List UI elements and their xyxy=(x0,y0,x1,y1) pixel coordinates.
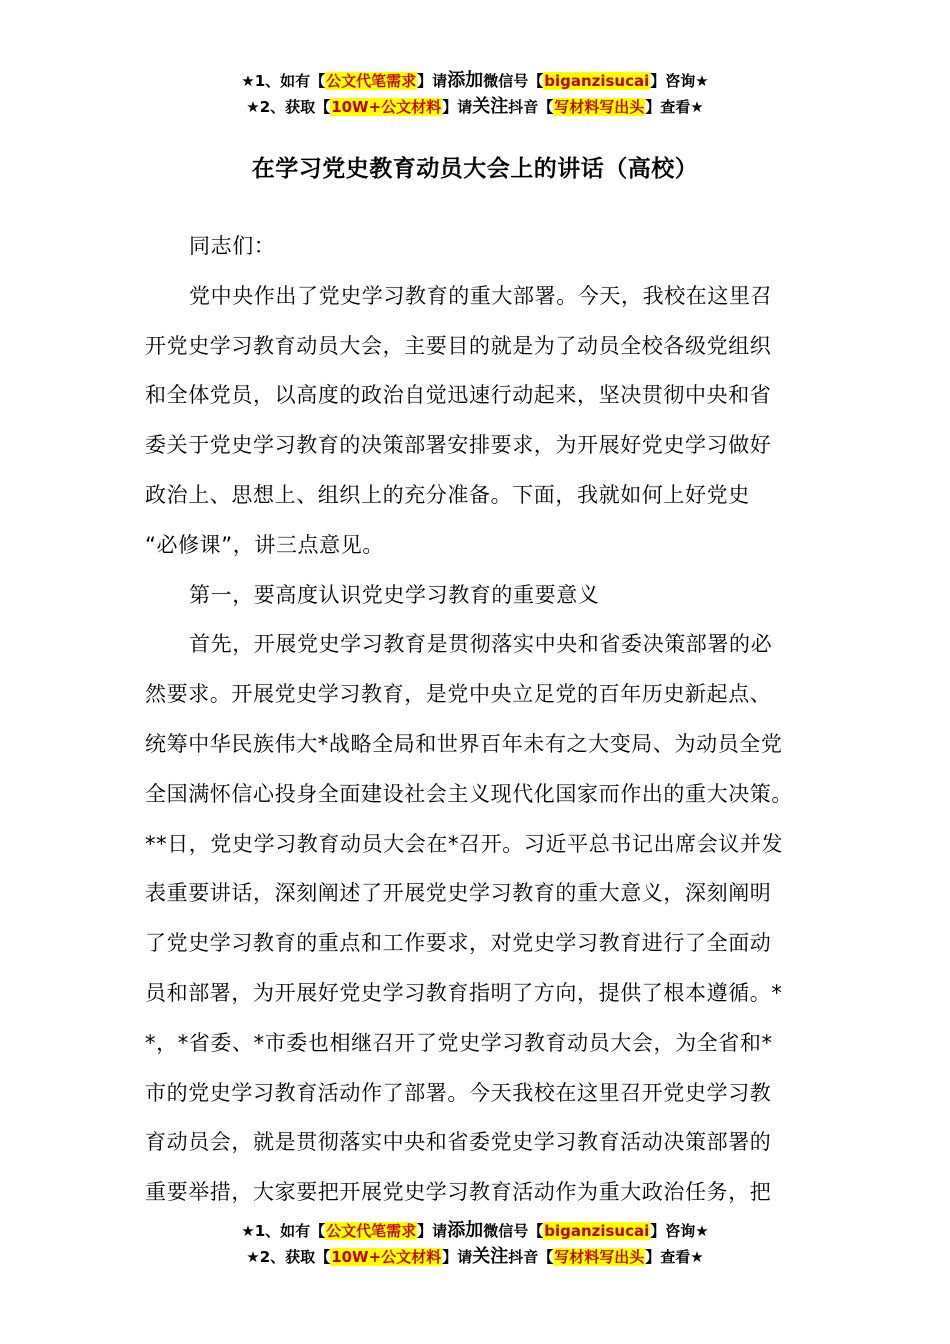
body-line: 表重要讲话，深刻阐述了开展党史学习教育的重大意义，深刻阐明 xyxy=(145,881,772,906)
body-line: 然要求。开展党史学习教育，是党中央立足党的百年历史新起点、 xyxy=(145,682,772,707)
body-line: 员和部署，为开展好党史学习教育指明了方向，提供了根本遵循。* xyxy=(145,980,783,1005)
promo-text: ★1、如有【 xyxy=(241,72,326,90)
promo-text: 】请 xyxy=(417,1222,448,1240)
promo-text: 】请 xyxy=(417,72,448,90)
promo-wechat-id: biganzisucai xyxy=(544,1222,650,1240)
promo-line-2 xyxy=(0,94,950,120)
document-title: 在学习党史教育动员大会上的讲话（高校） xyxy=(251,156,699,182)
promo-text: 抖音【 xyxy=(508,98,554,116)
body-line: 委关于党史学习教育的决策部署安排要求，为开展好党史学习做好 xyxy=(145,433,772,458)
body-line: 了党史学习教育的重点和工作要求，对党史学习教育进行了全面动 xyxy=(145,931,772,956)
section-heading: 第一，要高度认识党史学习教育的重要意义 xyxy=(189,582,600,607)
promo-text: 抖音【 xyxy=(508,1248,554,1266)
promo-text: 微信号【 xyxy=(483,72,544,90)
promo-wechat-id: biganzisucai xyxy=(544,72,650,90)
body-line: 市的党史学习教育活动作了部署。今天我校在这里召开党史学习教 xyxy=(145,1080,772,1105)
promo-text: 】查看★ xyxy=(645,98,704,116)
document-body xyxy=(145,222,810,1218)
header-promo-banner xyxy=(0,68,950,120)
promo-text: 添加 xyxy=(447,70,484,91)
promo-text: 】请 xyxy=(442,98,473,116)
promo-text: 添加 xyxy=(447,1220,484,1241)
body-line: “必修课”，讲三点意见。 xyxy=(145,532,384,557)
body-line: 统筹中华民族伟大*战略全局和世界百年未有之大变局、为动员全党 xyxy=(145,731,783,756)
body-line: **日，党史学习教育动员大会在*召开。习近平总书记出席会议并发 xyxy=(145,831,784,856)
promo-line-1 xyxy=(0,68,950,94)
body-line: *，*省委、*市委也相继召开了党史学习教育动员大会，为全省和* xyxy=(145,1030,773,1055)
body-line: 全国满怀信心投身全面建设社会主义现代化国家而作出的重大决策。 xyxy=(145,781,793,806)
promo-douyin-id: 写材料写出头 xyxy=(554,98,645,116)
promo-highlight: 10W+公文材料 xyxy=(331,98,442,116)
salutation: 同志们： xyxy=(189,234,276,258)
promo-text: ★1、如有【 xyxy=(241,1222,326,1240)
promo-text: 关注 xyxy=(472,1246,509,1267)
promo-highlight: 公文代笔需求 xyxy=(326,72,417,90)
promo-douyin-id: 写材料写出头 xyxy=(554,1248,645,1266)
promo-highlight: 10W+公文材料 xyxy=(331,1248,442,1266)
body-line: 重要举措，大家要把开展党史学习教育活动作为重大政治任务，把 xyxy=(145,1180,772,1205)
promo-line-2 xyxy=(0,1244,950,1270)
promo-text: 】查看★ xyxy=(645,1248,704,1266)
body-line: 党中央作出了党史学习教育的重大部署。今天，我校在这里召 xyxy=(189,283,773,308)
promo-text: 】咨询★ xyxy=(650,72,709,90)
body-line: 育动员会，就是贯彻落实中央和省委党史学习教育活动决策部署的 xyxy=(145,1130,772,1155)
body-line: 首先，开展党史学习教育是贯彻落实中央和省委决策部署的必 xyxy=(189,632,773,657)
footer-promo-banner xyxy=(0,1218,950,1270)
promo-text: 】请 xyxy=(442,1248,473,1266)
promo-text: ★2、获取【 xyxy=(246,98,331,116)
body-line: 开党史学习教育动员大会，主要目的就是为了动员全校各级党组织 xyxy=(145,333,772,358)
promo-text: ★2、获取【 xyxy=(246,1248,331,1266)
promo-line-1 xyxy=(0,1218,950,1244)
body-line: 和全体党员，以高度的政治自觉迅速行动起来，坚决贯彻中央和省 xyxy=(145,383,772,408)
body-line: 政治上、思想上、组织上的充分准备。下面，我就如何上好党史 xyxy=(145,482,750,507)
promo-text: 微信号【 xyxy=(483,1222,544,1240)
promo-highlight: 公文代笔需求 xyxy=(326,1222,417,1240)
promo-text: 】咨询★ xyxy=(650,1222,709,1240)
promo-text: 关注 xyxy=(472,96,509,117)
